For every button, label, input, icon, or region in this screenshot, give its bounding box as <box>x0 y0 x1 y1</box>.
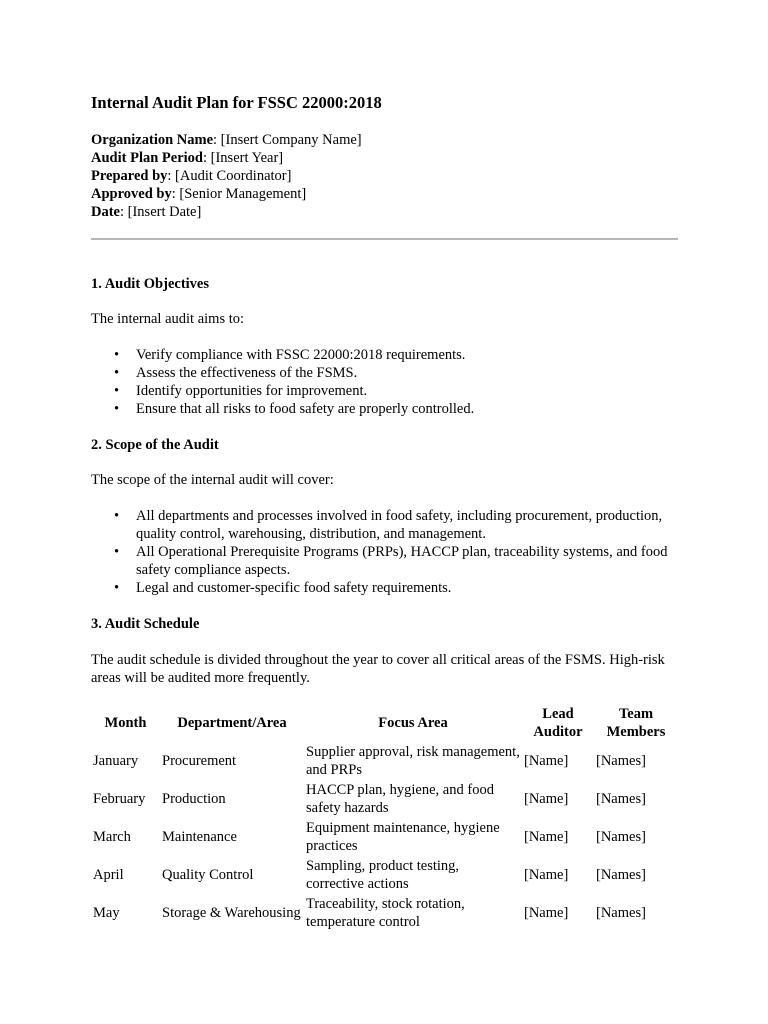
document-title: Internal Audit Plan for FSSC 22000:2018 <box>91 93 382 112</box>
list-item <box>91 382 681 400</box>
meta-value: : [Senior Management] <box>171 186 307 202</box>
cell-focus-area: HACCP plan, hygiene, and food safety hazards <box>306 782 494 816</box>
table-row <box>91 818 678 856</box>
cell-focus-area: Equipment maintenance, hygiene practices <box>306 820 500 854</box>
meta-label: Approved by <box>91 186 172 202</box>
column-header-month: Month <box>104 715 147 731</box>
bullet-icon: • <box>114 544 120 560</box>
list-item-text: Verify compliance with FSSC 22000:2018 requirements. <box>136 347 466 363</box>
cell-department: Quality Control <box>162 867 254 883</box>
horizontal-rule <box>91 238 678 240</box>
scope-list <box>91 507 681 597</box>
meta-label: Organization Name <box>91 132 214 148</box>
meta-value: : [Insert Year] <box>202 150 284 166</box>
list-item-text: All Operational Prerequisite Programs (PRPs), HACCP plan, traceability systems, and food safety compliance aspects. <box>136 544 668 578</box>
table-row <box>91 780 678 818</box>
section-heading-schedule: 3. Audit Schedule <box>91 616 200 632</box>
section-heading-scope: 2. Scope of the Audit <box>91 437 219 453</box>
list-item-text: Ensure that all risks to food safety are properly controlled. <box>136 401 475 417</box>
column-header-lead-auditor: Lead Auditor <box>533 706 583 740</box>
meta-prepared-by <box>91 167 362 185</box>
list-item <box>91 364 681 382</box>
meta-label: Prepared by <box>91 168 168 184</box>
cell-focus-area: Sampling, product testing, corrective actions <box>306 858 460 892</box>
cell-department: Storage & Warehousing <box>162 905 301 921</box>
list-item <box>91 543 681 579</box>
cell-team-members: [Names] <box>596 829 646 845</box>
cell-focus-area: Supplier approval, risk management, and PRPs <box>306 744 520 778</box>
cell-team-members: [Names] <box>596 753 646 769</box>
bullet-icon: • <box>114 580 120 596</box>
meta-label: Date <box>91 204 120 220</box>
cell-department: Production <box>162 791 226 807</box>
cell-department: Maintenance <box>162 829 237 845</box>
scope-intro: The scope of the internal audit will cover: <box>91 472 334 488</box>
schedule-intro: The audit schedule is divided throughout the year to cover all critical areas of the FSMS. High-risk areas will be audited more frequently. <box>91 652 665 686</box>
cell-month: January <box>93 753 139 769</box>
cell-team-members: [Names] <box>596 867 646 883</box>
cell-lead-auditor: [Name] <box>524 791 569 807</box>
list-item <box>91 507 681 543</box>
cell-department: Procurement <box>162 753 237 769</box>
cell-lead-auditor: [Name] <box>524 905 569 921</box>
list-item <box>91 579 681 597</box>
cell-team-members: [Names] <box>596 791 646 807</box>
bullet-icon: • <box>114 508 120 524</box>
cell-lead-auditor: [Name] <box>524 829 569 845</box>
list-item-text: Legal and customer-specific food safety requirements. <box>136 580 452 596</box>
meta-date <box>91 203 362 221</box>
table-row <box>91 856 678 894</box>
meta-organization-name <box>91 131 362 149</box>
cell-focus-area: Traceability, stock rotation, temperature control <box>306 896 465 930</box>
meta-value: : [Audit Coordinator] <box>167 168 292 184</box>
bullet-icon: • <box>114 365 120 381</box>
meta-value: : [Insert Date] <box>120 204 202 220</box>
cell-lead-auditor: [Name] <box>524 867 569 883</box>
table-row <box>91 742 678 780</box>
bullet-icon: • <box>114 401 120 417</box>
objectives-intro: The internal audit aims to: <box>91 311 245 327</box>
bullet-icon: • <box>114 347 120 363</box>
section-heading-objectives: 1. Audit Objectives <box>91 276 210 292</box>
objectives-list <box>91 346 681 418</box>
bullet-icon: • <box>114 383 120 399</box>
meta-audit-plan-period <box>91 149 362 167</box>
cell-month: April <box>93 867 124 883</box>
table-row <box>91 894 678 932</box>
column-header-department: Department/Area <box>177 715 287 731</box>
meta-approved-by <box>91 185 362 203</box>
document-metadata <box>91 131 362 221</box>
cell-month: March <box>93 829 131 845</box>
list-item-text: All departments and processes involved in food safety, including procurement, production, quality control, warehousing, distribution, and management. <box>136 508 663 542</box>
audit-schedule-table <box>91 704 678 932</box>
list-item-text: Assess the effectiveness of the FSMS. <box>136 365 358 381</box>
cell-lead-auditor: [Name] <box>524 753 569 769</box>
list-item-text: Identify opportunities for improvement. <box>136 383 368 399</box>
cell-team-members: [Names] <box>596 905 646 921</box>
column-header-focus-area: Focus Area <box>378 715 448 731</box>
list-item <box>91 400 681 418</box>
table-header-row <box>91 704 678 742</box>
meta-label: Audit Plan Period <box>91 150 203 166</box>
column-header-team-members: Team Members <box>606 706 666 740</box>
meta-value: : [Insert Company Name] <box>213 132 362 148</box>
cell-month: February <box>93 791 146 807</box>
cell-month: May <box>93 905 120 921</box>
list-item <box>91 346 681 364</box>
